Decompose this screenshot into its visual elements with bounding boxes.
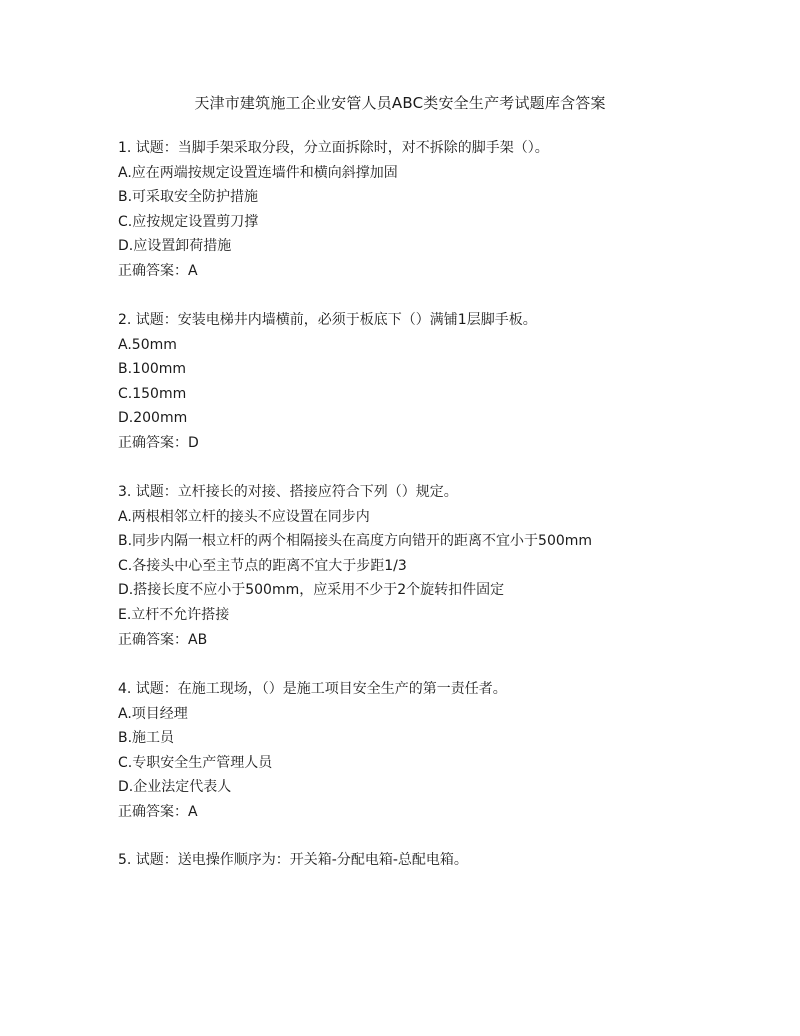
question-2 (118, 308, 758, 456)
option-a: A.应在两端按规定设置连墙件和横向斜撑加固 (118, 164, 398, 181)
option-b: B.100mm (118, 361, 187, 378)
correct-answer: 正确答案：A (118, 262, 198, 279)
question-stem: 5. 试题：送电操作顺序为：开关箱-分配电箱-总配电箱。 (118, 852, 468, 868)
option-c: C.各接头中心至主节点的距离不宜大于步距1/3 (118, 557, 407, 574)
question-stem: 1. 试题：当脚手架采取分段，分立面拆除时，对不拆除的脚手架（）。 (118, 140, 549, 156)
question-3 (118, 480, 758, 652)
option-c: C.应按规定设置剪刀撑 (118, 213, 259, 230)
option-d: D.企业法定代表人 (118, 779, 232, 796)
question-5 (118, 848, 758, 873)
option-a: A.两根相邻立杆的接头不应设置在同步内 (118, 508, 370, 525)
option-d: D.搭接长度不应小于500mm，应采用不少于2个旋转扣件固定 (118, 582, 505, 599)
question-1 (118, 136, 758, 284)
option-e: E.立杆不允许搭接 (118, 606, 230, 623)
option-a: A.项目经理 (118, 705, 188, 722)
question-stem: 4. 试题：在施工现场，（）是施工项目安全生产的第一责任者。 (118, 681, 507, 697)
question-stem: 3. 试题：立杆接长的对接、搭接应符合下列（）规定。 (118, 484, 458, 500)
option-b: B.同步内隔一根立杆的两个相隔接头在高度方向错开的距离不宜小于500mm (118, 533, 593, 550)
correct-answer: 正确答案：AB (118, 631, 208, 648)
question-4 (118, 677, 758, 825)
correct-answer: 正确答案：D (118, 434, 199, 451)
correct-answer: 正确答案：A (118, 803, 198, 820)
option-d: D.200mm (118, 410, 188, 427)
document-title: 天津市建筑施工企业安管人员ABC类安全生产考试题库含答案 (194, 94, 606, 112)
option-c: C.专职安全生产管理人员 (118, 754, 273, 771)
option-b: B.可采取安全防护措施 (118, 189, 259, 206)
option-c: C.150mm (118, 385, 187, 402)
option-d: D.应设置卸荷措施 (118, 238, 232, 255)
option-a: A.50mm (118, 336, 177, 353)
question-stem: 2. 试题：安装电梯井内墙横前，必须于板底下（）满铺1层脚手板。 (118, 312, 537, 328)
option-b: B.施工员 (118, 730, 175, 747)
